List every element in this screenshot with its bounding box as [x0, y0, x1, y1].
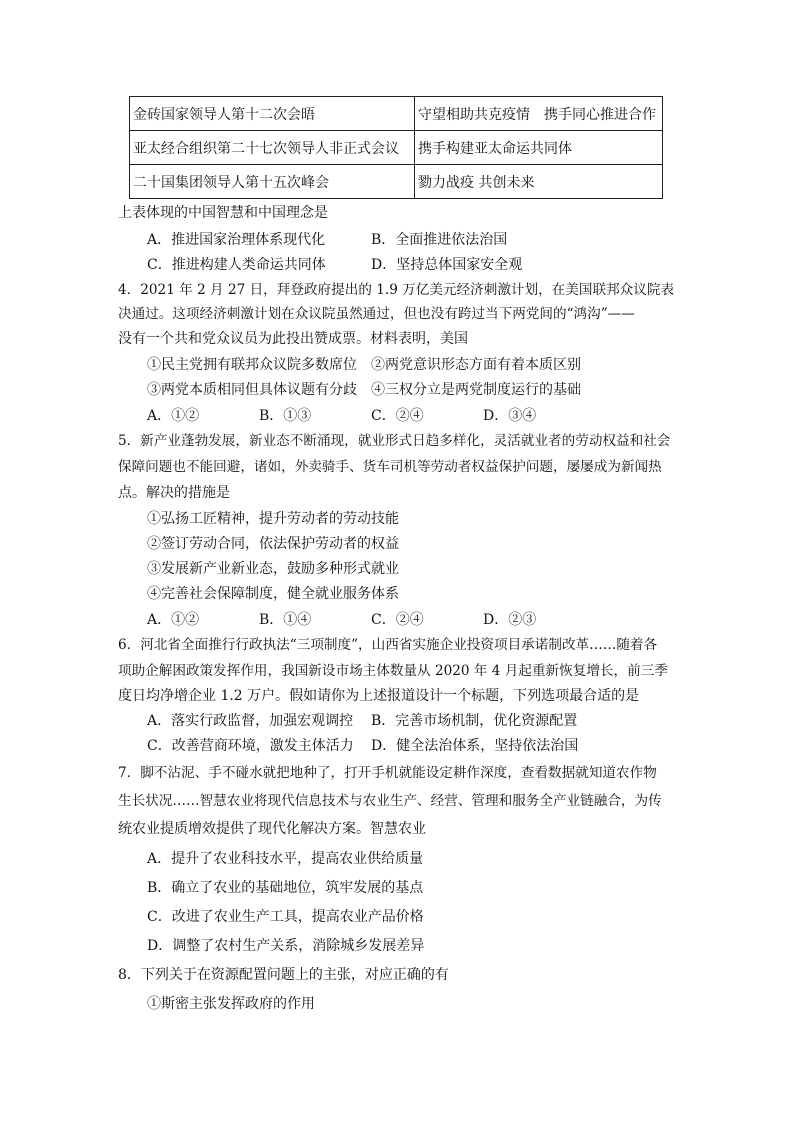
q3-option-a: A．推进国家治理体系现代化	[147, 232, 326, 248]
q4-item: ②两党意识形态方面有着本质区别	[371, 357, 581, 373]
q5-stem-line: 5．新产业蓬勃发展，新业态不断涌现，就业形式日趋多样化，灵活就业者的劳动权益和社会	[118, 433, 671, 449]
meeting-cell: 二十国集团领导人第十五次峰会	[130, 165, 415, 199]
theme-cell: 携手构建亚太命运共同体	[415, 131, 663, 165]
q8-stem: 8．下列关于在资源配置问题上的主张，对应正确的有	[118, 967, 449, 983]
q4-stem-line: 4．2021 年 2 月 27 日，拜登政府提出的 1.9 万亿美元经济刺激计划，在美国联邦众议院表	[118, 282, 675, 298]
q5-option-a: A．①②	[147, 612, 200, 628]
q6-stem-line: 6．河北省全面推行行政执法“三项制度”，山西省实施企业投资项目承诺制改革……随着各	[118, 637, 658, 653]
q5-option-c: C．②④	[371, 612, 424, 628]
q6-stem-line: 项助企解困政策发挥作用，我国新设市场主体数量从 2020 年 4 月起重新恢复增长，前三季	[118, 663, 668, 679]
q4-item: ③两党本质相同但具体议题有分歧	[147, 382, 357, 398]
q5-stem-line: 点。解决的措施是	[118, 485, 230, 501]
table-row	[130, 165, 663, 199]
q6-option-c: C．改善营商环境，激发主体活力	[147, 738, 354, 754]
meeting-cell: 金砖国家领导人第十二次会晤	[130, 97, 415, 131]
q5-stem-line: 保障问题也不能回避，诸如，外卖骑手、货车司机等劳动者权益保护问题，屡屡成为新闻热	[118, 459, 662, 475]
theme-cell: 守望相助共克疫情 携手同心推进合作	[415, 97, 663, 131]
q6-stem-line: 度日均净增企业 1.2 万户。假如请你为上述报道设计一个标题，下列选项最合适的是	[118, 688, 640, 704]
q3-stem: 上表体现的中国智慧和中国理念是	[118, 205, 328, 221]
meeting-cell: 亚太经合组织第二十七次领导人非正式会议	[130, 131, 415, 165]
q6-option-b: B．完善市场机制，优化资源配置	[371, 713, 578, 729]
q4-stem-line: 决通过。这项经济刺激计划在众议院虽然通过，但也没有跨过当下两党间的“鸿沟”——	[118, 306, 635, 322]
summit-table	[129, 96, 663, 199]
q7-option-b: B．确立了农业的基础地位，筑牢发展的基点	[147, 880, 424, 896]
q4-item: ①民主党拥有联邦众议院多数席位	[147, 357, 357, 373]
q4-option-c: C．②④	[371, 408, 424, 424]
q7-option-d: D．调整了农村生产关系，消除城乡发展差异	[147, 938, 425, 954]
q4-item: ④三权分立是两党制度运行的基础	[371, 382, 581, 398]
q7-option-c: C．改进了农业生产工具，提高农业产品价格	[147, 909, 424, 925]
theme-cell: 勠力战疫 共创未来	[415, 165, 663, 199]
q3-option-d: D．坚持总体国家安全观	[371, 257, 523, 273]
q4-option-a: A．①②	[147, 408, 200, 424]
q6-option-d: D．健全法治体系，坚持依法治国	[371, 738, 579, 754]
q7-stem-line: 统农业提质增效提供了现代化解决方案。智慧农业	[118, 821, 426, 837]
q7-stem-line: 生长状况……智慧农业将现代信息技术与农业生产、经营、管理和服务全产业链融合，为传	[118, 793, 662, 809]
q7-option-a: A．提升了农业科技水平，提高农业供给质量	[147, 851, 424, 867]
q4-option-d: D．③④	[483, 408, 537, 424]
q3-option-c: C．推进构建人类命运共同体	[147, 257, 326, 273]
q3-option-b: B．全面推进依法治国	[371, 232, 508, 248]
table-row	[130, 131, 663, 165]
q8-item: ①斯密主张发挥政府的作用	[147, 996, 315, 1012]
table-row	[130, 97, 663, 131]
q5-option-d: D．②③	[483, 612, 537, 628]
q5-item: ③发展新产业新业态，鼓励多种形式就业	[147, 561, 399, 577]
q7-stem-line: 7．脚不沾泥、手不碰水就把地种了，打开手机就能设定耕作深度，查看数据就知道农作物	[118, 765, 657, 781]
q5-item: ①弘扬工匠精神，提升劳动者的劳动技能	[147, 511, 399, 527]
q4-stem-line: 没有一个共和党众议员为此投出赞成票。材料表明，美国	[118, 331, 468, 347]
q5-item: ②签订劳动合同，依法保护劳动者的权益	[147, 536, 399, 552]
q6-option-a: A．落实行政监督，加强宏观调控	[147, 713, 354, 729]
q5-option-b: B．①④	[259, 612, 312, 628]
q4-option-b: B．①③	[259, 408, 312, 424]
q5-item: ④完善社会保障制度，健全就业服务体系	[147, 586, 399, 602]
